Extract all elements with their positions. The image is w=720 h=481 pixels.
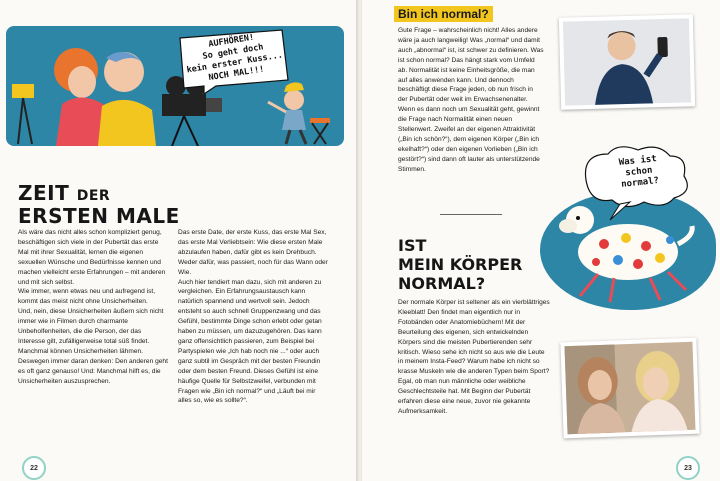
page-number-left: 22: [22, 456, 46, 480]
photo-girls: [560, 338, 699, 439]
right-page: [362, 0, 720, 481]
sheep-illustration: [534, 140, 720, 310]
left-page: [0, 0, 358, 481]
page-number-right: 23: [676, 456, 700, 480]
body-column-2: [178, 228, 328, 406]
speech-bubble-text: AUFHÖREN! So geht doch kein erster Kuss... NOCH MAL!!!: [185, 32, 284, 84]
paragraph: Das erste Date, der erste Kuss, das erste Mal Sex, das erste Mal Verliebtsein: Wie diese ersten Male abzulaufen haben, dafür gibt es kein Drehbuch. Weder dafür, was passiert, noch für das Wann oder Wie.: [178, 229, 328, 276]
body-column-right-2: Der normale Körper ist seltener als ein vierblättriges Kleeblatt! Den findet man eigentlich nur in Fotobänden oder Anatomiebüchern! Mit der Beurteilung des eigenen, sich entwickelnden Körpers sind die meisten Pubertierenden sehr kritisch. Wieso sehe ich nicht so aus wie die Leute in meinem Insta-Feed? Warum habe ich nicht so krasse Muskeln wie die anderen Typen beim Sport? Egal, ob man nun männliche oder weibliche Geschlechtsteile hat. Mit Beginn der Pubertät erfahren diese eine neue, zuvor nie gekannte Aufmerksamkeit.: [398, 299, 550, 415]
girls-photo-image: [560, 338, 699, 439]
body-column-1: [18, 228, 168, 387]
paragraph: Als wäre das nicht alles schon kompliziert genug, beschäftigen sich viele in der Pubertät das erste Mal mit ihrer Sexualität, lernen die eigenen sexuellen Wünsche und Bedürfnisse kennen und machen vielleicht erste Erfahrungen – mit anderen und mit sich selbst.: [18, 229, 166, 286]
thought-bubble-text: Was ist schon normal?: [618, 154, 660, 190]
divider: [440, 214, 502, 215]
paragraph: Auch hier tendiert man dazu, sich mit anderen zu vergleichen. Ein Erfahrungsaustausch kann natürlich spannend und wertvoll sein. Jedoch entsteht so auch schnell Gruppenzwang und das Gefühl, bestimmte Dinge schon erlebt oder getan haben zu müssen, um dazuzugehören. Das kann ganz offensichtlich passieren, zum Beispiel bei Partyspielen wie „Ich hab noch nie ...“ oder auch ganz subtil im Gespräch mit der besten Freundin oder dem besten Freund. Dieses Gefühl ist eine häufige Quelle für Selbstzweifel, verbunden mit Fragen wie „Bin ich normal?“ und „Läuft bei mir alles so, wie es sollte?“.: [178, 278, 322, 405]
film-set-illustration: [6, 26, 344, 146]
body-column-right-1: Gute Frage – wahrscheinlich nicht! Alles andere wäre ja auch langweilig! Was „normal“ und damit auch „abnormal“ ist, ist schwer zu definieren. Was ist schon normal? Das hängt stark vom Umfeld ab. Normalität ist keine Einheitsgröße, die man auf alles anwenden kann. Und dennoch beschäftigt diese Frage jeden, ob nun frisch in der Pubertät oder weit im Erwachsenenalter. Wenn es dann noch um Sexualität geht, gewinnt die Frage nach Normalität einen neuen Stellenwert. Zweifel an der eigenen Attraktivität („Bin ich schön?“), dem eigenen Körper („Bin ich ekelhaft?“) oder den eigenen Vorlieben („Bin ich gestört?“) sind dann oft lauter als unterstützende Stimmen.: [398, 27, 544, 173]
section-heading-zeit: ZEIT DER ERSTEN MALE: [18, 181, 180, 228]
paragraph: Und, nein, diese Unsicherheiten äußern sich nicht immer wie in Filmen durch charmante Unbeholfenheiten, die die Person, der das Interesse gilt, zufälligerweise total süß findet. Manchmal können Unsicherheiten lähmen. Deswegen immer daran denken: Den anderen geht es oft ganz genauso! Und: Manchmal hilft es, die Unsicherheiten auszusprechen.: [18, 308, 168, 385]
section-tag: Bin ich normal?: [394, 6, 493, 22]
photo-boy-selfie: [559, 14, 695, 109]
boy-photo-image: [559, 14, 695, 109]
section-heading-koerper: IST MEIN KÖRPER NORMAL?: [398, 236, 523, 293]
paragraph: Wie immer, wenn etwas neu und aufregend ist, kommt das meist nicht ohne Unsicherheiten.: [18, 288, 156, 306]
